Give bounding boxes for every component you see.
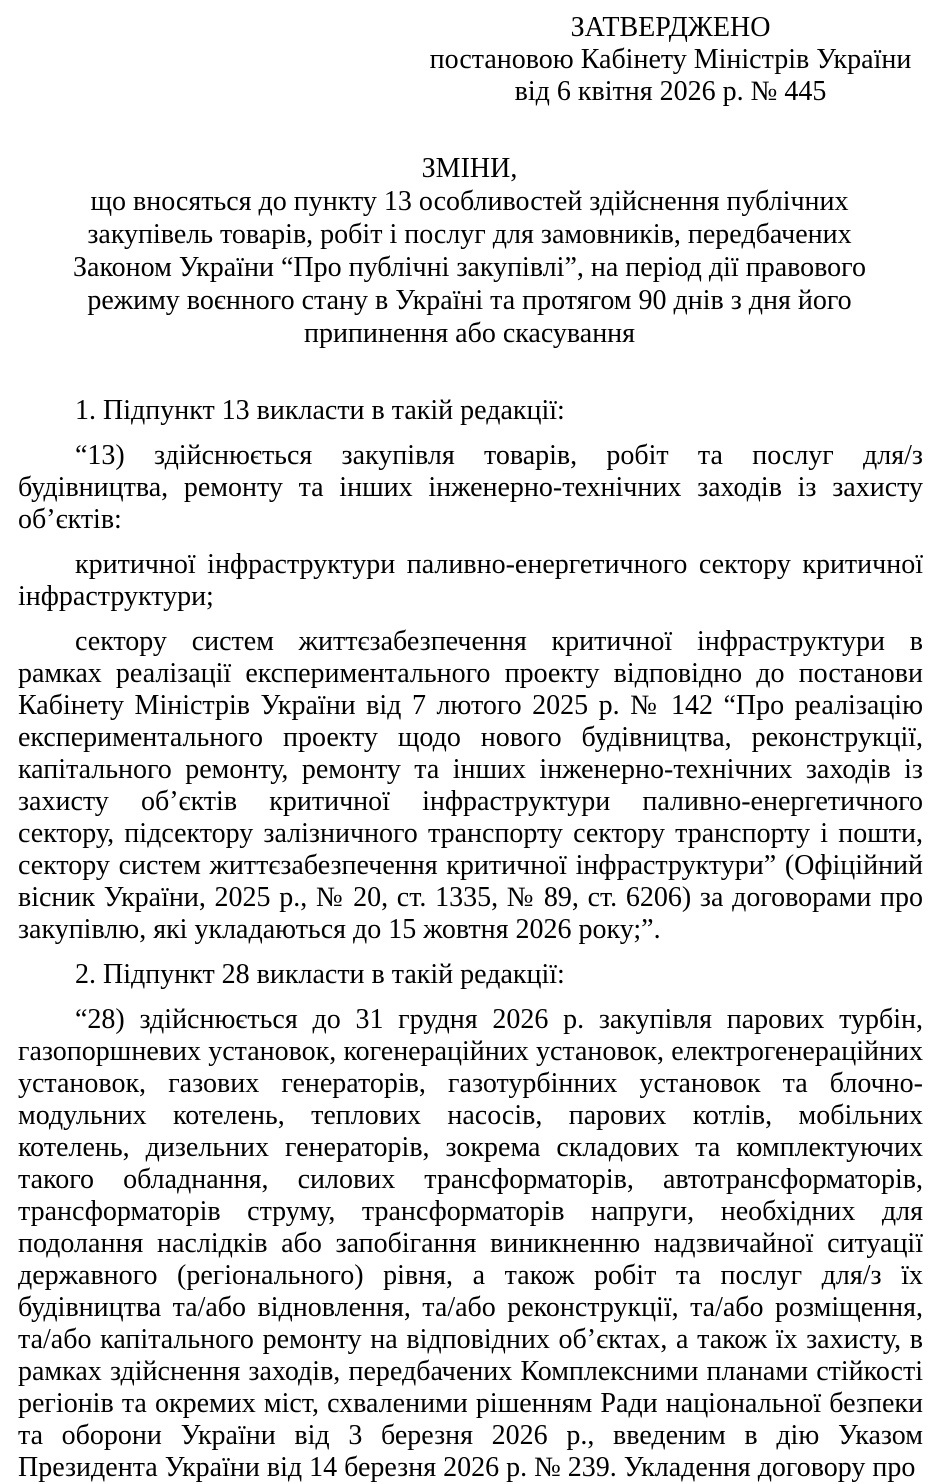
- document-title: [65, 152, 875, 350]
- paragraph-subitem-28: “28) здійснюється до 31 грудня 2026 р. закупівля парових турбін, газопоршневих установок, когенераційних установок, електрогенераційних установок, газових генераторів, газотурбінних установок та блочно-модульних котелень, теплових насосів, парових котлів, мобільних котелень, дизельних генераторів, зокрема складових та комплектуючих такого обладнання, силових трансформаторів, автотрансформаторів, трансформаторів струму, трансформаторів напруги, необхідних для подолання наслідків або запобігання виникненню надзвичайної ситуації державного (регіонального) рівня, а також робіт та послуг для/з їх будівництва та/або відновлення, та/або реконструкції, та/або розміщення, та/або капітального ремонту на відповідних об’єктах, а також їх захисту, в рамках здійснення заходів, передбачених Комплексними планами стійкості регіонів та окремих міст, схваленими рішенням Ради національної безпеки та оборони України від 3 березня 2026 р., введеним в дію Указом Президента України від 14 березня 2026 р. № 239. Укладення договору про: [18, 1004, 923, 1483]
- title-text: що вносяться до пункту 13 особливостей здійснення публічних закупівель товарів, робіт і послуг для замовників, передбачених Законом України “Про публічні закупівлі”, на період дії правового режиму воєнного стану в Україні та протягом 90 днів з дня його припинення або скасування: [73, 186, 866, 349]
- approval-line-date-number: від 6 квітня 2026 р. № 445: [514, 76, 827, 107]
- document-body: [18, 395, 923, 1484]
- paragraph-item-2: 2. Підпункт 28 викласти в такій редакції:: [75, 959, 565, 990]
- paragraph-item-1: 1. Підпункт 13 викласти в такій редакції:: [75, 395, 565, 426]
- paragraph-subitem-13: “13) здійснюється закупівля товарів, робіт та послуг для/з будівництва, ремонту та інших інженерно-технічних заходів із захисту об’єктів:: [18, 440, 923, 535]
- title-heading: ЗМІНИ,: [421, 153, 518, 184]
- approval-stamp: [418, 0, 923, 108]
- paragraph-critical-infrastructure: критичної інфраструктури паливно-енергетичного сектору критичної інфраструктури;: [18, 549, 923, 612]
- paragraph-life-support-sector: сектору систем життєзабезпечення критичної інфраструктури в рамках реалізації експериментального проекту відповідно до постанови Кабінету Міністрів України від 7 лютого 2025 р. № 142 “Про реалізацію експериментального проекту щодо нового будівництва, реконструкції, капітального ремонту, ремонту та інших інженерно-технічних заходів із захисту об’єктів критичної інфраструктури паливно-енергетичного сектору, підсектору залізничного транспорту сектору транспорту і пошти, сектору систем життєзабезпечення критичної інфраструктури” (Офіційний вісник України, 2025 р., № 20, ст. 1335, № 89, ст. 6206) за договорами про закупівлю, які укладаються до 15 жовтня 2026 року;”.: [18, 626, 923, 945]
- approval-line-approved: ЗАТВЕРДЖЕНО: [570, 12, 771, 43]
- approval-line-resolution: постановою Кабінету Міністрів України: [429, 44, 912, 75]
